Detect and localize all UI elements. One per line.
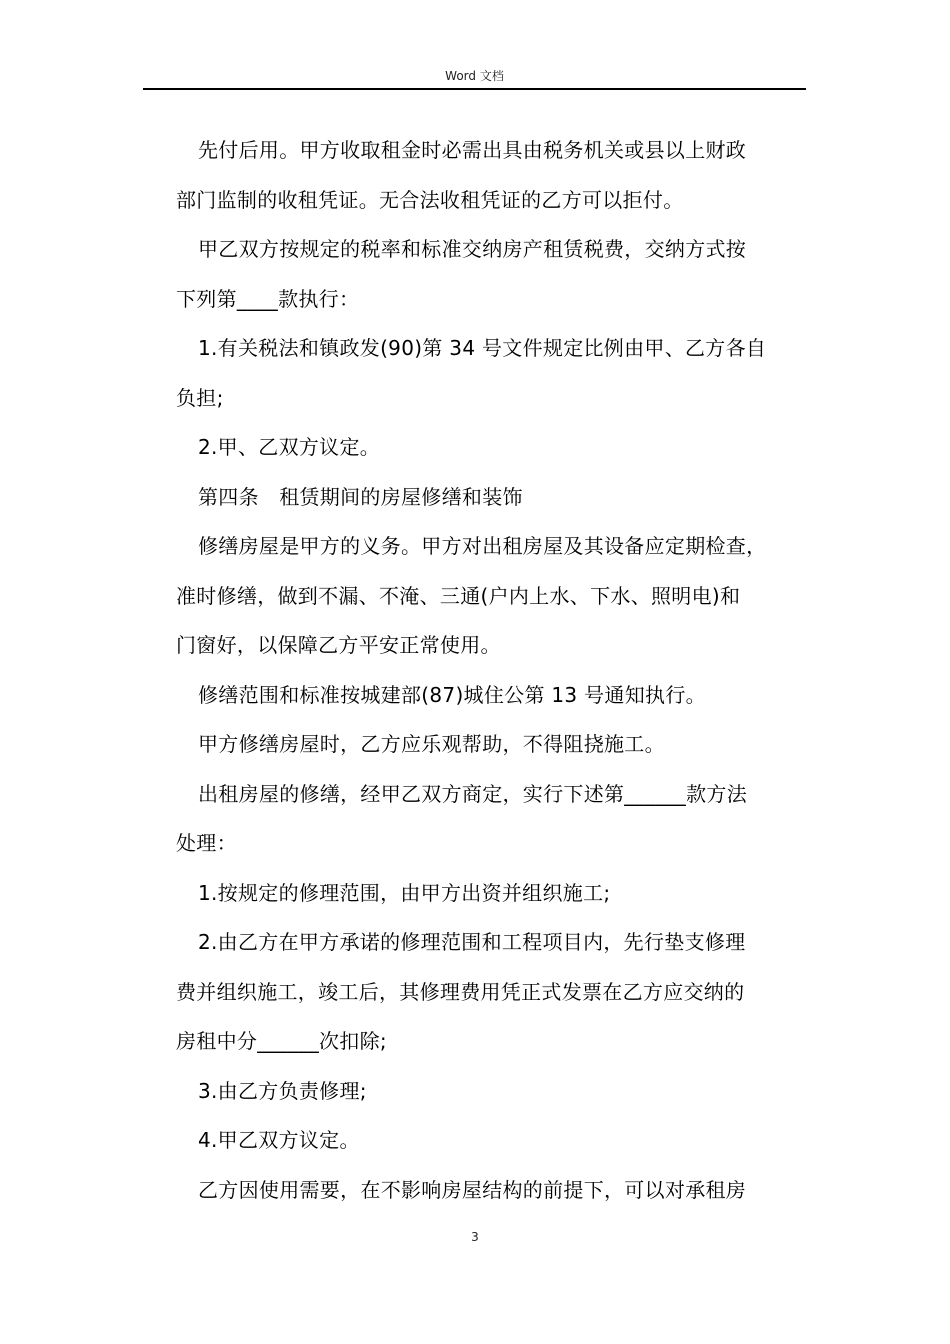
section-heading: 第四条 租赁期间的房屋修缮和装饰 xyxy=(198,484,523,509)
paragraph-line: 下列第____款执行： xyxy=(176,286,360,311)
paragraph-line: 1.按规定的修理范围，由甲方出资并组织施工; xyxy=(198,880,611,905)
header-title: Word 文档 xyxy=(445,69,504,83)
paragraph-line: 2.由乙方在甲方承诺的修理范围和工程项目内，先行垫支修理 xyxy=(198,930,746,954)
page-header xyxy=(143,66,806,90)
paragraph-line: 甲乙双方按规定的税率和标准交纳房产租赁税费，交纳方式按 xyxy=(198,237,747,261)
page-number: 3 xyxy=(471,1230,479,1244)
paragraph-line: 处理： xyxy=(176,831,237,855)
paragraph-line: 部门监制的收租凭证。无合法收租凭证的乙方可以拒付。 xyxy=(176,187,684,212)
paragraph-line: 门窗好，以保障乙方平安正常使用。 xyxy=(176,633,501,657)
paragraph-line: 修缮范围和标准按城建部(87)城住公第 13 号通知执行。 xyxy=(198,682,706,707)
paragraph-line: 3.由乙方负责修理; xyxy=(198,1078,367,1103)
paragraph-line: 准时修缮，做到不漏、不淹、三通(户内上水、下水、照明电)和 xyxy=(176,583,741,608)
paragraph-line: 负担; xyxy=(176,385,224,410)
paragraph-line: 乙方因使用需要，在不影响房屋结构的前提下，可以对承租房 xyxy=(198,1177,747,1202)
document-body xyxy=(176,126,816,1215)
paragraph-line: 2.甲、乙双方议定。 xyxy=(198,435,381,459)
paragraph-line: 费并组织施工，竣工后，其修理费用凭正式发票在乙方应交纳的 xyxy=(176,979,745,1004)
paragraph-line: 出租房屋的修缮，经甲乙双方商定，实行下述第______款方法 xyxy=(198,781,747,806)
paragraph-line: 甲方修缮房屋时，乙方应乐观帮助，不得阻挠施工。 xyxy=(198,732,665,756)
paragraph-line: 修缮房屋是甲方的义务。甲方对出租房屋及其设备应定期检查， xyxy=(198,534,767,558)
paragraph-line: 先付后用。甲方收取租金时必需出具由税务机关或县以上财政 xyxy=(198,138,747,162)
paragraph-line: 1.有关税法和镇政发(90)第 34 号文件规定比例由甲、乙方各自 xyxy=(198,336,767,360)
paragraph-line: 房租中分______次扣除; xyxy=(176,1029,387,1053)
paragraph-line: 4.甲乙双方议定。 xyxy=(198,1128,360,1152)
